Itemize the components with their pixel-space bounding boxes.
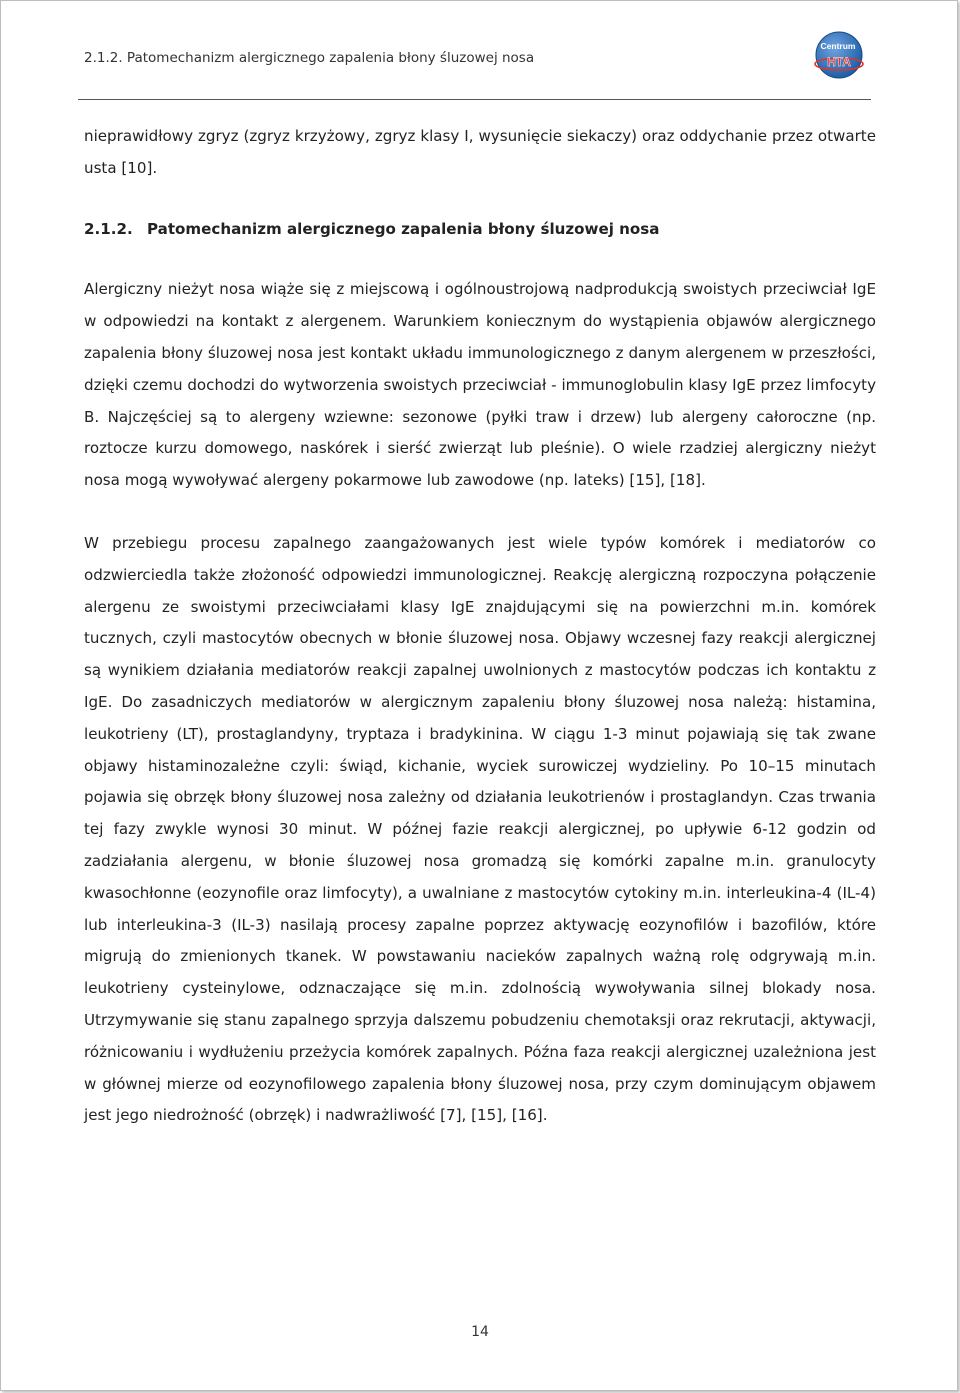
document-body [84, 121, 876, 1132]
section-heading [84, 214, 876, 246]
paragraph-allergic-rhinitis: Alergiczny nieżyt nosa wiąże się z miejscową i ogólnoustrojową nadprodukcją swoistych przeciwciał IgE w odpowiedzi na kontakt z alergenem. Warunkiem koniecznym do wystąpienia objawów alergicznego zapalenia błony śluzowej nosa jest kontakt układu immunologicznego z danym alergenem w przeszłości, dzięki czemu dochodzi do wytworzenia swoistych przeciwciał - immunoglobulin klasy IgE przez limfocyty B. Najczęściej są to alergeny wziewne: sezonowe (pyłki traw i drzew) lub alergeny całoroczne (np. roztocze kurzu domowego, naskórek i sierść zwierząt lub pleśnie). O wiele rzadziej alergiczny nieżyt nosa mogą wywoływać alergeny pokarmowe lub zawodowe (np. lateks) [15], [18]. [84, 280, 876, 490]
centrum-hta-logo-icon [809, 30, 865, 80]
header-divider [78, 99, 871, 100]
section-number: 2.1.2. [84, 219, 133, 238]
page-number: 14 [471, 1324, 489, 1340]
logo-text-top: Centrum [820, 41, 856, 51]
section-title: Patomechanizm alergicznego zapalenia błony śluzowej nosa [147, 219, 660, 238]
running-header: 2.1.2. Patomechanizm alergicznego zapalenia błony śluzowej nosa [84, 50, 535, 66]
logo-text-bottom: HTA [827, 55, 851, 69]
paragraph-inflammation-process: W przebiegu procesu zapalnego zaangażowanych jest wiele typów komórek i mediatorów co odzwierciedla także złożoność odpowiedzi immunologicznej. Reakcję alergiczną rozpoczyna połączenie alergenu ze swoistymi przeciwciałami klasy IgE znajdującymi się na powierzchni m.in. komórek tucznych, czyli mastocytów obecnych w błonie śluzowej nosa. Objawy wczesnej fazy reakcji alergicznej są wynikiem działania mediatorów reakcji zapalnej uwolnionych z mastocytów podczas ich kontaktu z IgE. Do zasadniczych mediatorów w alergicznym zapaleniu błony śluzowej nosa należą: histamina, leukotrieny (LT), prostaglandyny, tryptaza i bradykinina. W ciągu 1-3 minut pojawiają się tak zwane objawy histaminozależne czyli: świąd, kichanie, wyciek surowiczej wydzieliny. Po 10–15 minutach pojawia się obrzęk błony śluzowej nosa zależny od działania leukotrienów i prostaglandyn. Czas trwania tej fazy zwykle wynosi 30 minut. W późnej fazie reakcji alergicznej, po upływie 6-12 godzin od zadziałania alergenu, w błonie śluzowej nosa gromadzą się komórki zapalne m.in. granulocyty kwasochłonne (eozynofile oraz limfocyty), a uwalniane z mastocytów cytokiny m.in. interleukina-4 (IL-4) lub interleukina-3 (IL-3) nasilają procesy zapalne poprzez aktywację eozynofilów i bazofilów, które migrują do zmienionych tkanek. W powstawaniu nacieków zapalnych ważną rolę odgrywają m.in. leukotrieny cysteinylowe, odznaczające się m.in. zdolnością wywoływania silnej blokady nosa. Utrzymywanie się stanu zapalnego sprzyja dalszemu pobudzeniu chemotaksji oraz rekrutacji, aktywacji, różnicowaniu i wydłużeniu przeżycia komórek zapalnych. Późna faza reakcji alergicznej uzależniona jest w głównej mierze od eozynofilowego zapalenia błony śluzowej nosa, przy czym dominującym objawem jest jego niedrożność (obrzęk) i nadwrażliwość [7], [15], [16]. [84, 533, 876, 1125]
intro-paragraph: nieprawidłowy zgryz (zgryz krzyżowy, zgryz klasy I, wysunięcie siekaczy) oraz oddychanie przez otwarte usta [10]. [84, 127, 876, 177]
